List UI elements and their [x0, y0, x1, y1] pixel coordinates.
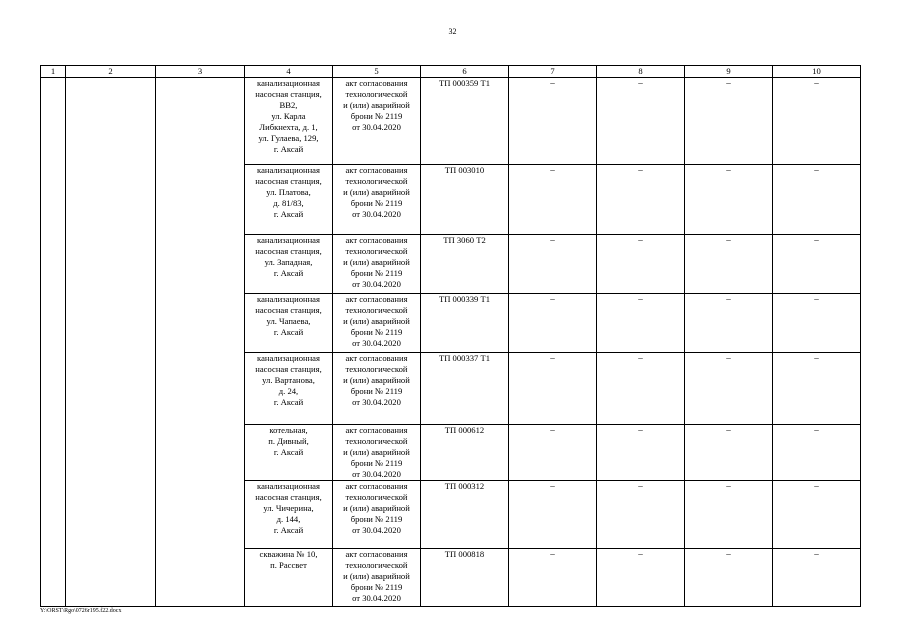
col9-cell: – — [685, 549, 773, 607]
object-name-cell: канализационная насосная станция, ул. Вартанова, д. 24, г. Аксай — [245, 353, 333, 425]
footer-file-path: Y:\ORST\Rgo\0726r195.f22.docx — [40, 608, 122, 614]
act-cell: акт согласования технологической и (или) аварийной брони № 2119 от 30.04.2020 — [333, 235, 421, 294]
col8-cell: – — [597, 294, 685, 353]
col8-cell: – — [597, 549, 685, 607]
object-name-cell: канализационная насосная станция, ул. Чичерина, д. 144, г. Аксай — [245, 481, 333, 549]
act-cell: акт согласования технологической и (или) аварийной брони № 2119 от 30.04.2020 — [333, 78, 421, 165]
col7-cell: – — [509, 481, 597, 549]
substation-cell: ТП 000337 Т1 — [421, 353, 509, 425]
col7-cell: – — [509, 78, 597, 165]
object-name-cell: скважина № 10, п. Рассвет — [245, 549, 333, 607]
col7-cell: – — [509, 549, 597, 607]
header-row — [41, 66, 861, 78]
object-name-cell: канализационная насосная станция, ул. Западная, г. Аксай — [245, 235, 333, 294]
col10-cell: – — [773, 353, 861, 425]
col-header-1: 1 — [41, 66, 66, 78]
act-cell: акт согласования технологической и (или) аварийной брони № 2119 от 30.04.2020 — [333, 425, 421, 481]
col-header-4: 4 — [245, 66, 333, 78]
act-cell: акт согласования технологической и (или) аварийной брони № 2119 от 30.04.2020 — [333, 165, 421, 235]
col8-cell: – — [597, 425, 685, 481]
col10-cell: – — [773, 294, 861, 353]
col10-cell: – — [773, 165, 861, 235]
substation-cell: ТП 000312 — [421, 481, 509, 549]
substation-cell: ТП 3060 Т2 — [421, 235, 509, 294]
object-name-cell: канализационная насосная станция, ул. Платова, д. 81/83, г. Аксай — [245, 165, 333, 235]
col7-cell: – — [509, 235, 597, 294]
col-header-3: 3 — [156, 66, 245, 78]
col7-cell: – — [509, 353, 597, 425]
substation-cell: ТП 003010 — [421, 165, 509, 235]
col8-cell: – — [597, 235, 685, 294]
act-cell: акт согласования технологической и (или) аварийной брони № 2119 от 30.04.2020 — [333, 481, 421, 549]
object-name-cell: котельная, п. Дивный, г. Аксай — [245, 425, 333, 481]
col-header-6: 6 — [421, 66, 509, 78]
col10-cell: – — [773, 235, 861, 294]
act-cell: акт согласования технологической и (или) аварийной брони № 2119 от 30.04.2020 — [333, 549, 421, 607]
col9-cell: – — [685, 78, 773, 165]
col-header-7: 7 — [509, 66, 597, 78]
col9-cell: – — [685, 481, 773, 549]
col7-cell: – — [509, 294, 597, 353]
col-header-8: 8 — [597, 66, 685, 78]
col8-cell: – — [597, 78, 685, 165]
act-cell: акт согласования технологической и (или) аварийной брони № 2119 от 30.04.2020 — [333, 294, 421, 353]
col3-merged-cell — [156, 78, 245, 607]
col-header-2: 2 — [66, 66, 156, 78]
col8-cell: – — [597, 481, 685, 549]
substation-cell: ТП 000818 — [421, 549, 509, 607]
substation-cell: ТП 000339 Т1 — [421, 294, 509, 353]
col9-cell: – — [685, 165, 773, 235]
col9-cell: – — [685, 294, 773, 353]
act-cell: акт согласования технологической и (или) аварийной брони № 2119 от 30.04.2020 — [333, 353, 421, 425]
col-header-5: 5 — [333, 66, 421, 78]
object-name-cell: канализационная насосная станция, ВВ2, ул. Карла Либкнехта, д. 1, ул. Гулаева, 129, г. Аксай — [245, 78, 333, 165]
col9-cell: – — [685, 425, 773, 481]
col9-cell: – — [685, 353, 773, 425]
page-number: 32 — [448, 27, 457, 36]
substation-cell: ТП 000612 — [421, 425, 509, 481]
col-header-9: 9 — [685, 66, 773, 78]
col10-cell: – — [773, 481, 861, 549]
col10-cell: – — [773, 425, 861, 481]
col7-cell: – — [509, 425, 597, 481]
col8-cell: – — [597, 353, 685, 425]
col1-merged-cell — [41, 78, 66, 607]
objects-table — [40, 65, 861, 607]
object-name-cell: канализационная насосная станция, ул. Чапаева, г. Аксай — [245, 294, 333, 353]
col7-cell: – — [509, 165, 597, 235]
col2-merged-cell — [66, 78, 156, 607]
col10-cell: – — [773, 78, 861, 165]
substation-cell: ТП 000359 Т1 — [421, 78, 509, 165]
table-row — [41, 78, 861, 165]
col-header-10: 10 — [773, 66, 861, 78]
col8-cell: – — [597, 165, 685, 235]
col10-cell: – — [773, 549, 861, 607]
col9-cell: – — [685, 235, 773, 294]
